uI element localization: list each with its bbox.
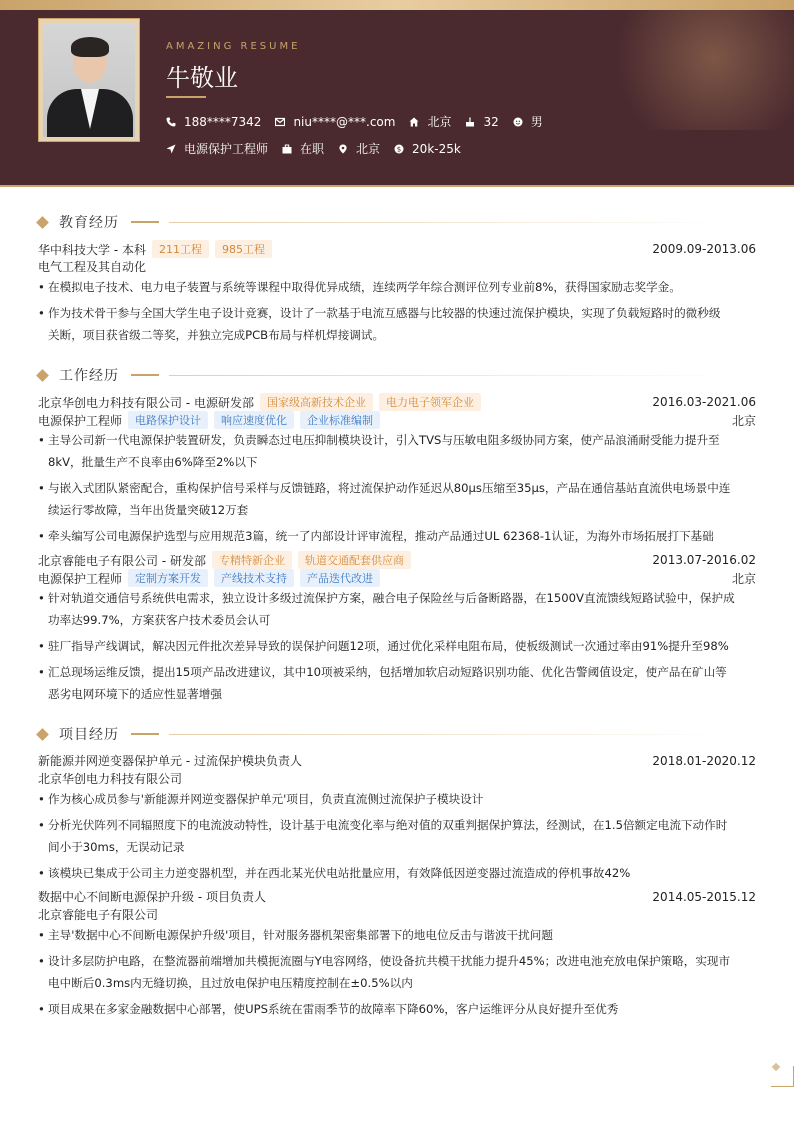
list-item: • 主导'数据中心不间断电源保护升级'项目，针对服务器机架密集部署下的地电位反击与谐波干扰问题 (38, 928, 553, 942)
city-text: 北京 (356, 142, 381, 156)
location-pin-icon (338, 144, 348, 154)
candidate-name: 牛敬业 (166, 64, 238, 92)
list-item: • 牵头编写公司电源保护选型与应用规范3篇，统一了内部设计评审流程，推动产品通过UL 62368-1认证，为海外市场拓展打下基础 (38, 529, 714, 543)
list-item: • 该模块已集成于公司主力逆变器机型，并在西北某光伏电站批量应用，有效降低因逆变器过流造成的停机事故42% (38, 866, 631, 880)
header-glow (594, 10, 794, 130)
project-title: 数据中心不间断电源保护升级 - 项目负责人 (38, 890, 266, 904)
job-intent-row (166, 140, 475, 157)
avatar-frame (38, 18, 140, 142)
list-item-continued: 恶劣电网环境下的适应性显著增强 (48, 687, 222, 701)
email-text: niu****@***.com (293, 114, 396, 129)
section-work (36, 365, 729, 385)
section-line-long (169, 375, 729, 376)
project-company: 北京睿能电子有限公司 (38, 908, 159, 922)
school-name: 华中科技大学 - 本科 (38, 242, 146, 257)
section-line-short (131, 221, 159, 223)
education-row (38, 240, 756, 258)
avatar (43, 23, 135, 137)
list-item-continued: 功率达99.7%，方案获客户技术委员会认可 (48, 613, 271, 627)
project-company-row (38, 770, 756, 787)
skill-tag: 定制方案开发 (128, 569, 208, 587)
work-row (38, 551, 756, 569)
user-icon (513, 117, 523, 127)
company-name: 北京华创电力科技有限公司 - 电源研发部 (38, 395, 254, 410)
list-item: • 汇总现场运维反馈，提出15项产品改进建议，其中10项被采纳，包括增加软启动短路识别功能、优化告警阈值设定，使产品在矿山等 (38, 665, 727, 679)
list-item: • 驻厂指导产线调试，解决因元件批次差异导致的误保护问题12项，通过优化采样电阻布局，使板级测试一次通过率由91%提升至98% (38, 639, 729, 653)
company-tag: 专精特新企业 (212, 551, 292, 569)
section-line-short (131, 374, 159, 376)
home-text: 北京 (427, 115, 452, 129)
list-item: • 针对轨道交通信号系统供电需求，独立设计多级过流保护方案，融合电子保险丝与后备断路器，在1500V直流馈线短路试验中，保护成 (38, 591, 735, 605)
phone-item (166, 115, 261, 129)
section-title-education: 教育经历 (59, 215, 119, 231)
skill-tag: 电路保护设计 (128, 411, 208, 429)
list-item: • 作为核心成员参与'新能源并网逆变器保护单元'项目，负责直流侧过流保护子模块设计 (38, 792, 484, 806)
work-row (38, 393, 756, 411)
age-text: 32 (483, 114, 499, 129)
section-title-work: 工作经历 (59, 368, 119, 384)
city-item (338, 140, 380, 157)
name-underline (166, 96, 206, 98)
list-item: • 在模拟电子技术、电力电子装置与系统等课程中取得优异成绩，连续两学年综合测评位列专业前8%，获得国家励志奖学金。 (38, 280, 681, 294)
list-item: • 项目成果在多家金融数据中心部署，使UPS系统在雷雨季节的故障率下降60%，客户运维评分从良好提升至优秀 (38, 1002, 619, 1016)
gender-text: 男 (530, 115, 543, 129)
list-item: • 分析光伏阵列不同辐照度下的电流波动特性，设计基于电流变化率与绝对值的双重判据保护算法，经测试，在1.5倍额定电流下动作时 (38, 818, 728, 832)
status-item (282, 140, 324, 157)
cake-icon (465, 117, 475, 127)
education-date: 2009.09-2013.06 (652, 242, 756, 256)
major-row (38, 258, 756, 275)
project-row (38, 752, 756, 769)
section-diamond-icon (36, 369, 49, 382)
brand-title: AMAZING RESUME (166, 41, 301, 52)
list-item-continued: 间小于30ms，无误动记录 (48, 840, 185, 854)
gender-item (513, 113, 543, 130)
work-date: 2016.03-2021.06 (652, 395, 756, 409)
email-item (275, 115, 395, 129)
home-icon (409, 117, 419, 127)
company-tag: 国家级高新技术企业 (260, 393, 373, 411)
money-icon (394, 144, 404, 154)
skill-tag: 产线技术支持 (214, 569, 294, 587)
work-city: 北京 (731, 413, 756, 428)
company-name: 北京睿能电子有限公司 - 研发部 (38, 553, 206, 568)
section-line-long (169, 222, 729, 223)
list-item-continued: 电中断后0.3ms内无缝切换，且过放电保护电压精度控制在±0.5%以内 (48, 976, 413, 990)
phone-text: 188****7342 (184, 114, 262, 129)
section-projects (36, 724, 729, 744)
skill-tag: 响应速度优化 (214, 411, 294, 429)
section-education (36, 212, 729, 232)
svg-text:$: $ (396, 145, 402, 154)
role-row (38, 411, 756, 429)
school-tag: 211工程 (152, 240, 209, 258)
position-text: 电源保护工程师 (184, 142, 269, 156)
school-tag: 985工程 (215, 240, 272, 258)
send-icon (166, 144, 176, 154)
list-item: • 作为技术骨干参与全国大学生电子设计竞赛，设计了一款基于电流互感器与比较器的快速过流保护模块，实现了负载短路时的微秒级 (38, 306, 721, 320)
role-name: 电源保护工程师 (38, 413, 123, 428)
phone-icon (166, 117, 176, 127)
role-name: 电源保护工程师 (38, 571, 123, 586)
company-tag: 轨道交通配套供应商 (298, 551, 411, 569)
salary-text: 20k-25k (412, 141, 461, 156)
position-item (166, 140, 268, 157)
major-name: 电气工程及其自动化 (38, 260, 147, 274)
list-item-continued: 续运行零故障，当年出货量突破12万套 (48, 503, 249, 517)
skill-tag: 产品迭代改进 (300, 569, 380, 587)
project-row (38, 888, 756, 905)
section-line-long (169, 734, 729, 735)
section-title-projects: 项目经历 (59, 727, 119, 743)
avatar-hair (71, 37, 109, 57)
home-item (409, 113, 451, 130)
briefcase-icon (282, 144, 292, 154)
project-date: 2018.01-2020.12 (652, 753, 756, 768)
list-item: • 设计多层防护电路，在整流器前端增加共模扼流圈与Y电容网络，使设备抗共模干扰能力提升45%；改进电池充放电保护策略，实现市 (38, 954, 731, 968)
section-line-short (131, 733, 159, 735)
contact-row (166, 113, 557, 130)
role-row (38, 569, 756, 587)
project-title: 新能源并网逆变器保护单元 - 过流保护模块负责人 (38, 754, 302, 768)
skill-tag: 企业标准编制 (300, 411, 380, 429)
project-company-row (38, 906, 756, 923)
project-company: 北京华创电力科技有限公司 (38, 772, 183, 786)
header-divider (0, 185, 794, 187)
age-item (465, 115, 498, 129)
top-accent-bar (0, 0, 794, 10)
work-date: 2013.07-2016.02 (652, 553, 756, 567)
mail-icon (275, 117, 285, 127)
section-diamond-icon (36, 728, 49, 741)
section-diamond-icon (36, 216, 49, 229)
company-tag: 电力电子领军企业 (379, 393, 481, 411)
list-item-continued: 8kV，批量生产不良率由6%降至2%以下 (48, 455, 258, 469)
list-item-continued: 关断，项目获省级二等奖，并独立完成PCB布局与样机焊接调试。 (48, 328, 385, 342)
project-date: 2014.05-2015.12 (652, 889, 756, 904)
list-item: • 主导公司新一代电源保护装置研发，负责瞬态过电压抑制模块设计，引入TVS与压敏电阻多级协同方案，使产品浪涌耐受能力提升至 (38, 433, 720, 447)
salary-item (394, 142, 461, 156)
work-city: 北京 (731, 571, 756, 586)
list-item: • 与嵌入式团队紧密配合，重构保护信号采样与反馈链路，将过流保护动作延迟从80μs压缩至35μs，产品在通信基站直流供电场景中连 (38, 481, 731, 495)
status-text: 在职 (300, 142, 325, 156)
